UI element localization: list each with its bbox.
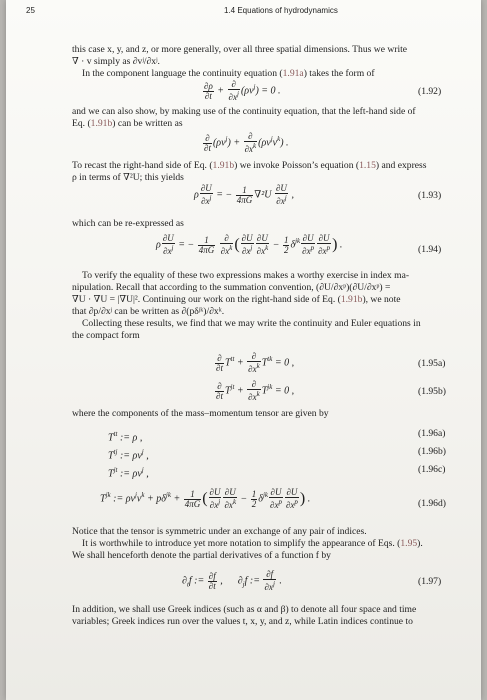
text-line: ρ in terms of ∇²U; this yields: [72, 172, 184, 183]
text-line: where the components of the mass–momentum tensor are given by: [72, 408, 329, 419]
equation-reference-link[interactable]: 1.91b: [90, 118, 113, 129]
equation-1-96d: $T^{jk}$ := $\rho v^jv^k + p\delta^{jk}$ + $\frac{1}{4\pi G}$ ( $\frac{\partial U}{\partial x^j}$ $\frac{\partial U}{\partial x^k}$ − $\frac{1}{2}$ $\delta^{jk}$ $\frac{\partial U}{\partial x^p}$ $\frac{\partial U}{\partial x^p}$ ) .: [100, 487, 311, 510]
equation-1-92: $\frac{\partial\rho}{\partial t}$ + $\frac{\partial}{\partial x^j}$ $(\rho v^j) = 0$ .: [204, 79, 281, 102]
text-line: Collecting these results, we find that we may write the continuity and Euler equations in: [82, 318, 421, 329]
text-line: In addition, we shall use Greek indices (such as α and β) to denote all four space and time: [72, 604, 417, 615]
equation-number: (1.94): [418, 244, 442, 255]
equation-number: (1.96d): [418, 498, 446, 509]
page-number: 25: [26, 6, 35, 15]
text-line: and we can also show, by making use of the continuity equation, that the left-hand side of: [72, 106, 416, 117]
equation-1-97: $\partial_tf$ := $\frac{\partial f}{\partial t}$ , $\partial_jf$ := $\frac{\partial f}{\partial x^j}$ .: [182, 569, 282, 592]
equation-number: (1.92): [418, 86, 442, 97]
book-page: [6, 0, 481, 700]
text-line: nipulation. Recall that according to the summation convention, (∂U/∂xᵖ)(∂U/∂xᵖ) =: [72, 282, 391, 293]
text-line: To recast the right-hand side of Eq. (1.91b) we invoke Poisson’s equation (1.15) and express: [72, 160, 427, 171]
equation-reference-link[interactable]: 1.95: [400, 538, 418, 549]
equation-number: (1.96c): [418, 464, 446, 475]
equation-reference-link[interactable]: 1.15: [359, 160, 376, 171]
equation-1-95b: $\frac{\partial}{\partial t}$ $T^{jt}$ + $\frac{\partial}{\partial x^k}$ $T^{jk} = 0$ ,: [216, 379, 295, 402]
equation-1-96b: $T^{tj}$ := $\rho v^j$ ,: [108, 448, 149, 462]
equation-number: (1.95b): [418, 386, 446, 397]
equation-number: (1.95a): [418, 358, 446, 369]
equation-1-96c: $T^{jt}$ := $\rho v^j$ ,: [108, 466, 149, 480]
text-line: that ∂p/∂xʲ can be written as ∂(pδʲᵏ)/∂xᵏ.: [72, 306, 225, 317]
text-line: We shall henceforth denote the partial derivatives of a function f by: [72, 550, 331, 561]
equation-lhs: $\frac{\partial}{\partial t}$ $(\rho v^j)$ + $\frac{\partial}{\partial x^k}$ $(\rho v^jv^k)$ .: [204, 131, 289, 154]
equation-number: (1.97): [418, 576, 442, 587]
text-line: Eq. (1.91b) can be written as: [72, 118, 183, 129]
text-line: this case x, y, and z, or more generally, over all three spatial dimensions. Thus we write: [72, 44, 408, 55]
text-line: It is worthwhile to introduce yet more notation to simplify the appearance of Eqs. (1.95).: [82, 538, 423, 549]
text-line: ∇ · v simply as ∂vʲ/∂xʲ.: [72, 56, 160, 67]
equation-number: (1.93): [418, 190, 442, 201]
equation-1-96a: $T^{tt}$ := ρ ,: [108, 430, 143, 444]
equation-1-93: ρ $\frac{\partial U}{\partial x^j}$ = − $\frac{1}{4\pi G}$ ∇²U $\frac{\partial U}{\partial x^j}$ ,: [194, 183, 294, 206]
equation-reference-link[interactable]: 1.91b: [212, 160, 235, 171]
text-line: To verify the equality of these two expressions makes a worthy exercise in index ma-: [82, 270, 410, 281]
text-line: which can be re-expressed as: [72, 218, 184, 229]
text-line: Notice that the tensor is symmetric under an exchange of any pair of indices.: [72, 526, 367, 537]
text-line: variables; Greek indices run over the values t, x, y, and z, while Latin indices continue to: [72, 616, 413, 627]
running-header: 1.4 Equations of hydrodynamics: [224, 6, 338, 15]
equation-reference-link[interactable]: 1.91b: [340, 294, 363, 305]
equation-1-95a: $\frac{\partial}{\partial t}$ $T^{tt}$ + $\frac{\partial}{\partial x^k}$ $T^{tk} = 0$ ,: [216, 351, 295, 374]
text-line: ∇U · ∇U = |∇U|². Continuing our work on the right-hand side of Eq. (1.91b), we note: [72, 294, 401, 305]
equation-1-94: ρ $\frac{\partial U}{\partial x^j}$ = − $\frac{1}{4\pi G}$ $\frac{\partial}{\partial x^k}$ ( $\frac{\partial U}{\partial x^j}$ $\frac{\partial U}{\partial x^k}$ − $\frac{1}{2}$ $\delta^{jk}$ $\frac{\partial U}{\partial x^p}$ $\frac{\partial U}{\partial x^p}$ ) .: [156, 233, 343, 256]
equation-number: (1.96b): [418, 446, 446, 457]
text-line: the compact form: [72, 330, 140, 341]
equation-number: (1.96a): [418, 428, 446, 439]
equation-reference-link[interactable]: 1.91a: [282, 68, 304, 79]
text-line: In the component language the continuity equation (1.91a) takes the form of: [82, 68, 375, 79]
